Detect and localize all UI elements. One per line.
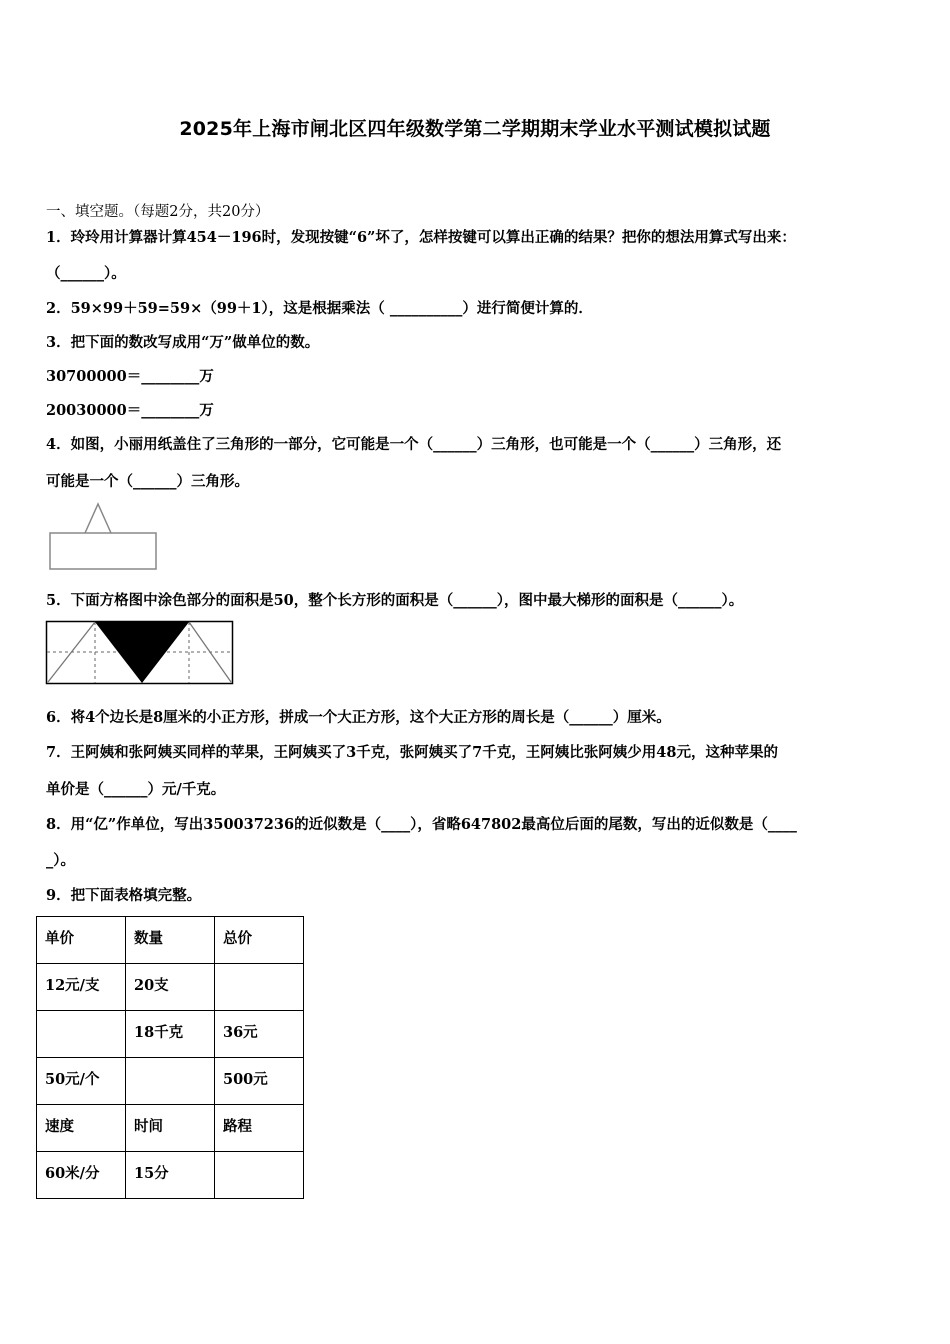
table-cell: 50元/个 bbox=[37, 1058, 126, 1105]
table-row bbox=[37, 1011, 304, 1058]
grid-figure bbox=[45, 620, 235, 686]
question-7-line-1: 7．王阿姨和张阿姨买同样的苹果，王阿姨买了3千克，张阿姨买了7千克，王阿姨比张阿姨少用48元，这种苹果的 bbox=[46, 744, 778, 761]
table-cell-blank[interactable] bbox=[37, 1011, 126, 1058]
table-cell: 总价 bbox=[215, 917, 304, 964]
page-title: 2025年上海市闸北区四年级数学第二学期期末学业水平测试模拟试题 bbox=[179, 118, 771, 140]
question-5: 5．下面方格图中涂色部分的面积是50，整个长方形的面积是（______），图中最大梯形的面积是（______）。 bbox=[46, 592, 744, 609]
table-cell-blank[interactable] bbox=[215, 964, 304, 1011]
cover-paper bbox=[50, 533, 156, 569]
table-cell: 时间 bbox=[126, 1105, 215, 1152]
table-row bbox=[37, 917, 304, 964]
question-3: 3．把下面的数改写成用“万”做单位的数。 bbox=[46, 334, 320, 351]
table-row bbox=[37, 1058, 304, 1105]
question-8-line-1: 8．用“亿”作单位，写出350037236的近似数是（____），省略647802最高位后面的尾数，写出的近似数是（____ bbox=[46, 816, 797, 833]
question-7-line-2: 单价是（______）元/千克。 bbox=[46, 781, 226, 798]
table-cell: 路程 bbox=[215, 1105, 304, 1152]
table-cell: 速度 bbox=[37, 1105, 126, 1152]
table-cell: 18千克 bbox=[126, 1011, 215, 1058]
table-cell: 60米/分 bbox=[37, 1152, 126, 1199]
question-8-line-2: _）。 bbox=[46, 852, 75, 869]
table-cell: 数量 bbox=[126, 917, 215, 964]
question-3-a: 30700000＝________万 bbox=[46, 368, 214, 385]
table-row bbox=[37, 964, 304, 1011]
table-cell: 20支 bbox=[126, 964, 215, 1011]
question-1-line-2: （______）。 bbox=[46, 265, 126, 282]
price-table bbox=[36, 916, 304, 1199]
table-row bbox=[37, 1152, 304, 1199]
question-9: 9．把下面表格填完整。 bbox=[46, 887, 202, 904]
question-6: 6．将4个边长是8厘米的小正方形，拼成一个大正方形，这个大正方形的周长是（______）厘米。 bbox=[46, 709, 671, 726]
question-3-b: 20030000＝________万 bbox=[46, 402, 214, 419]
triangle-tip bbox=[85, 504, 111, 533]
table-cell: 12元/支 bbox=[37, 964, 126, 1011]
section-heading: 一、填空题。（每题2分，共20分） bbox=[46, 204, 270, 220]
table-cell-blank[interactable] bbox=[126, 1058, 215, 1105]
question-2: 2．59×99＋59=59×（99＋1），这是根据乘法（ __________）进行简便计算的． bbox=[46, 300, 593, 317]
table-cell: 500元 bbox=[215, 1058, 304, 1105]
question-1-line-1: 1．玲玲用计算器计算454－196时，发现按键“6”坏了，怎样按键可以算出正确的结果？把你的想法用算式写出来： bbox=[46, 229, 796, 246]
question-4-line-1: 4．如图，小丽用纸盖住了三角形的一部分，它可能是一个（______）三角形，也可能是一个（______）三角形，还 bbox=[46, 436, 782, 453]
table-cell: 15分 bbox=[126, 1152, 215, 1199]
covered-triangle-figure bbox=[48, 502, 160, 572]
table-cell: 36元 bbox=[215, 1011, 304, 1058]
question-4-line-2: 可能是一个（______）三角形。 bbox=[46, 473, 249, 490]
table-cell: 单价 bbox=[37, 917, 126, 964]
table-cell-blank[interactable] bbox=[215, 1152, 304, 1199]
table-row bbox=[37, 1105, 304, 1152]
